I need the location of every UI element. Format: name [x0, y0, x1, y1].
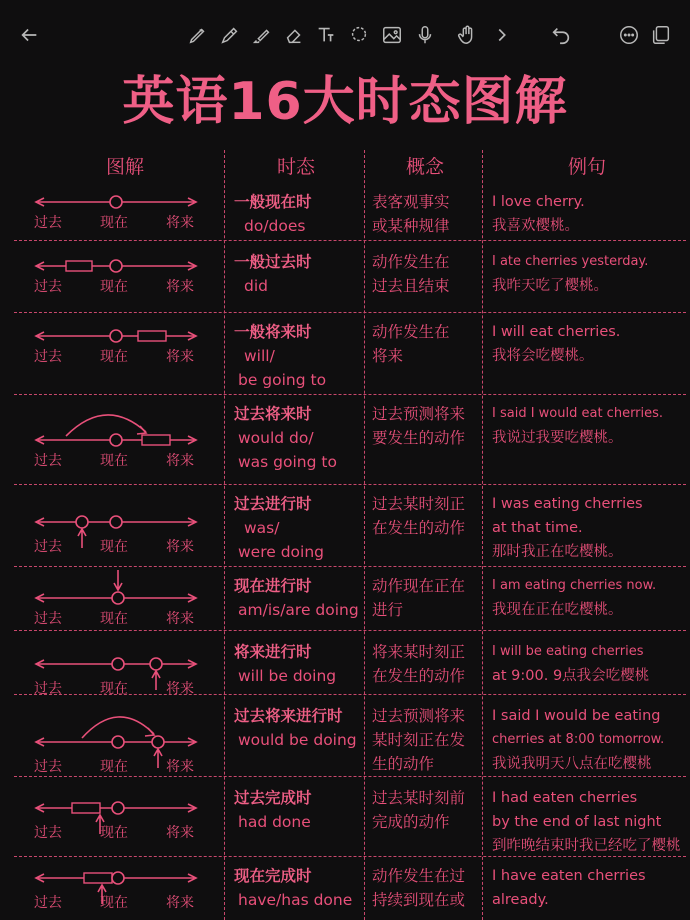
concept-line: 过去某时刻前 [372, 789, 466, 807]
label-past: 过去 [34, 895, 62, 911]
header-tense: 时态 [276, 156, 315, 178]
example-line: I had eaten cherries [492, 790, 638, 806]
example-line: at 9:00. 9点我会吃樱桃 [492, 668, 650, 684]
tense-cell [234, 250, 312, 298]
tense-cell [234, 492, 324, 564]
header-concept: 概念 [405, 156, 444, 178]
timeline-diagram [26, 486, 216, 564]
tense-name: 过去将来进行时 [234, 707, 343, 725]
concept-cell [372, 704, 480, 776]
tense-name: 过去进行时 [234, 495, 312, 513]
arrow-up-icon [152, 671, 160, 690]
concept-cell [372, 786, 480, 834]
example-line: I said I would be eating [492, 708, 661, 724]
example-cell [492, 574, 686, 622]
concept-line: 表客观事实 [372, 193, 450, 211]
timeline-diagram [26, 698, 216, 776]
tense-name: 一般过去时 [234, 253, 312, 271]
tense-form: will/ [244, 347, 275, 365]
example-cell [492, 492, 686, 564]
label-past: 过去 [34, 611, 62, 627]
label-future: 将来 [166, 279, 194, 295]
label-past: 过去 [34, 453, 62, 469]
example-line: 那时我正在吃樱桃。 [492, 544, 623, 560]
label-future: 将来 [166, 895, 194, 911]
tense-name: 过去将来时 [234, 405, 312, 423]
tense-cell [234, 190, 312, 238]
image-icon[interactable] [377, 20, 407, 50]
timeline-diagram [26, 568, 216, 630]
table-row [0, 780, 690, 854]
arrow-down-icon [114, 570, 122, 590]
tense-form: am/is/are doing [238, 601, 359, 619]
tense-cell [234, 864, 352, 912]
label-present: 现在 [100, 825, 128, 841]
concept-line: 将来 [372, 347, 404, 365]
concept-cell [372, 250, 480, 298]
label-present: 现在 [100, 611, 128, 627]
example-line: I ate cherries yesterday. [492, 254, 649, 269]
present-point [110, 260, 122, 272]
concept-cell [372, 190, 480, 238]
example-cell [492, 864, 686, 912]
label-future: 将来 [166, 825, 194, 841]
back-arrow-icon[interactable] [14, 20, 44, 50]
microphone-icon[interactable] [410, 20, 440, 50]
tense-form: would be doing [238, 731, 357, 749]
timeline-svg [26, 780, 216, 854]
concept-line: 要发生的动作 [372, 429, 466, 447]
example-line: I will eat cherries. [492, 324, 621, 340]
row-divider [14, 566, 686, 567]
row-divider [14, 484, 686, 485]
prediction-arc [66, 415, 146, 436]
tense-name: 一般将来时 [234, 323, 312, 341]
hand-icon[interactable] [452, 20, 482, 50]
row-divider [14, 856, 686, 857]
duration-box [72, 803, 100, 813]
example-line: 我现在正在吃樱桃。 [492, 602, 623, 618]
chevron-right-icon[interactable] [487, 20, 517, 50]
label-future: 将来 [166, 349, 194, 365]
arrow-up-icon [78, 529, 86, 548]
present-point [110, 434, 122, 446]
reference-point [150, 658, 162, 670]
example-line: I was eating cherries [492, 496, 643, 512]
example-line: I will be eating cherries [492, 644, 644, 659]
concept-cell [372, 492, 480, 540]
header-example: 例句 [567, 156, 606, 178]
timeline-diagram [26, 396, 216, 482]
label-present: 现在 [100, 759, 128, 775]
present-point [112, 736, 124, 748]
concept-cell [372, 864, 480, 912]
tense-form: was/ [244, 519, 280, 537]
present-point [112, 658, 124, 670]
duration-box [138, 331, 166, 341]
tense-cell [234, 320, 326, 392]
tense-form: was going to [238, 453, 337, 471]
example-cell [492, 704, 686, 776]
example-cell [492, 402, 686, 450]
example-line: cherries at 8:00 tomorrow. [492, 732, 665, 747]
concept-line: 生的动作 [372, 755, 435, 773]
row-divider [14, 312, 686, 313]
example-line: 我说过我要吃樱桃。 [492, 430, 623, 446]
concept-line: 持续到现在或 [372, 891, 466, 909]
table-row [0, 244, 690, 310]
row-divider [14, 694, 686, 695]
concept-cell [372, 640, 480, 688]
tense-form: had done [238, 813, 311, 831]
example-line: 到昨晚结束时我已经吃了樱桃 [492, 838, 681, 854]
label-past: 过去 [34, 349, 62, 365]
prediction-arc [82, 717, 154, 738]
concept-cell [372, 574, 480, 622]
label-present: 现在 [100, 539, 128, 555]
duration-box [66, 261, 92, 271]
timeline-diagram [26, 314, 216, 392]
page-title: 英语16大时态图解 [122, 72, 568, 132]
label-present: 现在 [100, 681, 128, 697]
label-future: 将来 [166, 681, 194, 697]
label-present: 现在 [100, 215, 128, 231]
table-row [0, 634, 690, 697]
concept-line: 过去某时刻正 [372, 495, 466, 513]
example-line: 我将会吃樱桃。 [492, 348, 594, 364]
timeline-diagram [26, 858, 216, 920]
tense-form: did [244, 277, 268, 295]
present-point [110, 330, 122, 342]
example-line: I said I would eat cherries. [492, 406, 664, 421]
concept-line: 过去预测将来 [372, 707, 466, 725]
reference-point [152, 736, 164, 748]
concept-line: 动作现在正在 [372, 577, 466, 595]
example-cell [492, 250, 686, 298]
label-past: 过去 [34, 539, 62, 555]
concept-line: 将来某时刻正 [372, 643, 466, 661]
label-past: 过去 [34, 215, 62, 231]
label-present: 现在 [100, 453, 128, 469]
arrow-up-icon [154, 749, 162, 768]
table-row [0, 314, 690, 392]
tense-cell [234, 574, 359, 622]
row-divider [14, 776, 686, 777]
tense-name: 现在完成时 [234, 867, 312, 885]
table-row [0, 858, 690, 920]
reference-point [76, 516, 88, 528]
row-divider [14, 240, 686, 241]
label-present: 现在 [100, 349, 128, 365]
present-point [112, 802, 124, 814]
tense-form: be going to [238, 371, 327, 389]
label-past: 过去 [34, 825, 62, 841]
present-point [110, 516, 122, 528]
label-present: 现在 [100, 895, 128, 911]
example-cell [492, 786, 686, 858]
tense-name: 过去完成时 [234, 789, 312, 807]
timeline-diagram [26, 184, 216, 240]
example-line: 我昨天吃了樱桃。 [492, 278, 608, 294]
lasso-icon[interactable] [344, 20, 374, 50]
pen-icon[interactable] [183, 20, 213, 50]
concept-line: 在发生的动作 [372, 667, 466, 685]
row-divider [14, 630, 686, 631]
concept-line: 某时刻正在发 [372, 731, 466, 749]
label-past: 过去 [34, 279, 62, 295]
tense-form: will be doing [238, 667, 337, 685]
more-icon[interactable] [614, 20, 644, 50]
tense-cell [234, 402, 337, 474]
example-cell [492, 640, 686, 688]
concept-line: 过去且结束 [372, 277, 450, 295]
example-line: I love cherry. [492, 194, 585, 210]
tense-cell [234, 640, 336, 688]
timeline-diagram [26, 634, 216, 697]
toolbar [0, 0, 690, 70]
timeline-diagram [26, 244, 216, 310]
concept-line: 完成的动作 [372, 813, 450, 831]
header-diagram: 图解 [105, 156, 144, 178]
label-future: 将来 [166, 215, 194, 231]
concept-line: 在发生的动作 [372, 519, 466, 537]
present-point [112, 592, 124, 604]
tense-name: 将来进行时 [234, 643, 312, 661]
example-line: I am eating cherries now. [492, 578, 657, 593]
example-line: I have eaten cherries [492, 868, 646, 884]
tense-cell [234, 786, 312, 834]
tense-form: were doing [238, 543, 324, 561]
example-line: 我喜欢樱桃。 [492, 218, 579, 234]
table-row [0, 698, 690, 776]
duration-box [84, 873, 112, 883]
table-row [0, 184, 690, 240]
tense-cell [234, 704, 357, 752]
concept-cell [372, 320, 480, 368]
tense-name: 一般现在时 [234, 193, 312, 211]
text-icon[interactable] [311, 20, 341, 50]
example-cell [492, 190, 686, 238]
table-row [0, 396, 690, 482]
example-cell [492, 320, 686, 368]
pencil-icon[interactable] [215, 20, 245, 50]
label-future: 将来 [166, 453, 194, 469]
label-past: 过去 [34, 681, 62, 697]
tense-form: have/has done [238, 891, 353, 909]
present-point [110, 196, 122, 208]
concept-line: 进行 [372, 601, 404, 619]
label-past: 过去 [34, 759, 62, 775]
concept-cell [372, 402, 480, 450]
table-row [0, 486, 690, 564]
pages-icon[interactable] [646, 20, 676, 50]
example-line: already. [492, 892, 549, 908]
present-point [112, 872, 124, 884]
timeline-diagram [26, 780, 216, 854]
tense-name: 现在进行时 [234, 577, 312, 595]
example-line: 我说我明天八点在吃樱桃 [492, 756, 652, 772]
concept-line: 动作发生在 [372, 253, 450, 271]
example-line: by the end of last night [492, 814, 662, 830]
concept-line: 动作发生在过 [372, 867, 466, 885]
eraser-icon[interactable] [279, 20, 309, 50]
label-future: 将来 [166, 759, 194, 775]
concept-line: 动作发生在 [372, 323, 450, 341]
tense-form: would do/ [238, 429, 314, 447]
duration-box [142, 435, 170, 445]
undo-icon[interactable] [546, 20, 576, 50]
concept-line: 或某种规律 [372, 217, 450, 235]
label-future: 将来 [166, 611, 194, 627]
tense-form: do/does [244, 217, 306, 235]
concept-line: 过去预测将来 [372, 405, 466, 423]
example-line: at that time. [492, 520, 583, 536]
row-divider [14, 394, 686, 395]
label-present: 现在 [100, 279, 128, 295]
highlighter-icon[interactable] [247, 20, 277, 50]
table-row [0, 568, 690, 630]
label-future: 将来 [166, 539, 194, 555]
